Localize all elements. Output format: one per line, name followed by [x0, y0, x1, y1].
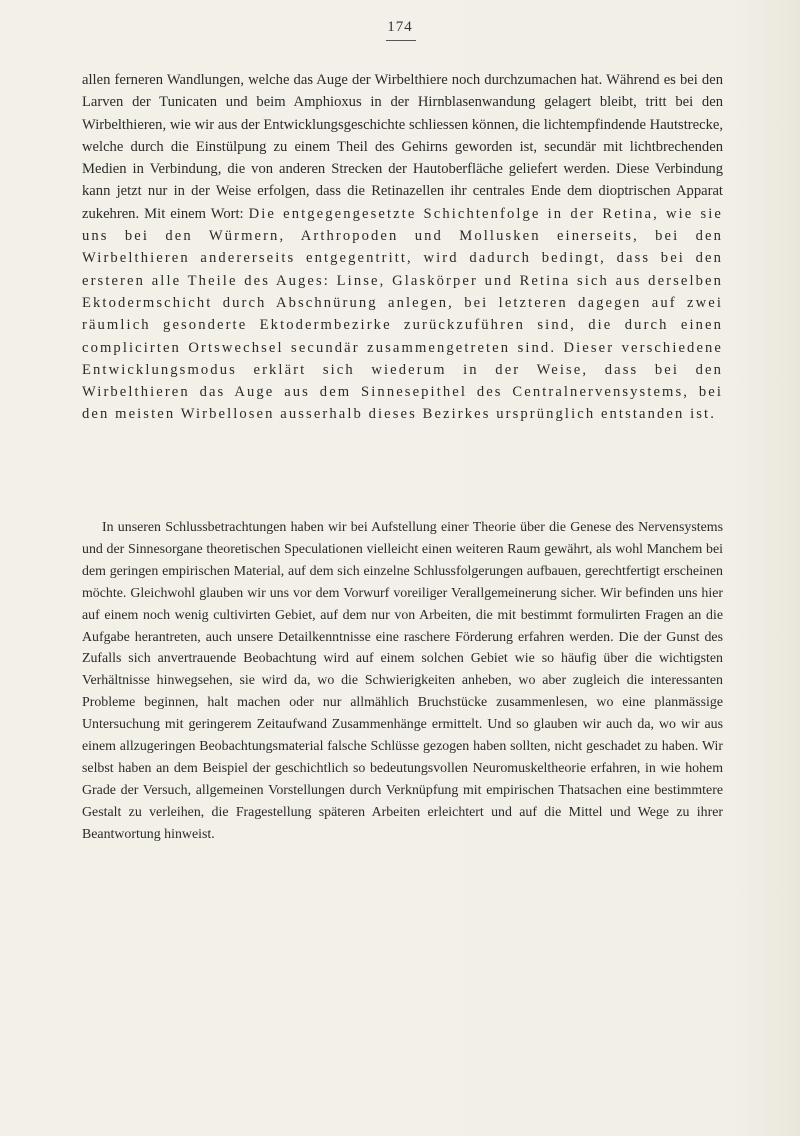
paragraph-1-text: allen ferneren Wandlungen, welche das Auge der Wirbelthiere noch durchzumachen hat. Während es bei den Larven der Tunicaten und beim Amphioxus in der Hirnblasenwandung gelagert bleibt, tritt bei den Wirbelthieren, wie wir aus der Entwicklungsgeschichte schliessen können, die lichtempfindende Hautstrecke, welche durch die Einstülpung zu einem Theil des Gehirns geworden ist, secundär mit lichtbrechenden Medien in Verbindung, die von anderen Strecken der Hautoberfläche geliefert werden. Diese Verbindung kann jetzt nur in der Weise erfolgen, dass die Retinazellen ihr centrales Ende dem dioptrischen Apparat zukehren. Mit einem Wort:: [82, 72, 723, 222]
paragraph-2-text: In unseren Schlussbetrachtungen haben wir bei Aufstellung einer Theorie über die Genese des Nervensystems und der Sinnesorgane theoretischen Speculationen vielleicht einen weiteren Raum gewährt, als wohl Manchem bei dem geringen empirischen Material, auf dem sich einzelne Schlussfolgerungen aufbauen, gerechtfertigt erscheinen möchte. Gleichwohl glauben wir uns vor dem Vorwurf voreiliger Verallgemeinerung sicher. Wir befinden uns hier auf einem noch wenig cultivirten Gebiet, auf dem nur von Arbeiten, die mit bestimmt formulirten Fragen an die Aufgabe herantreten, auch unsere Detailkenntnisse eine raschere Förderung erfahren werden. Die der Gunst des Zufalls sich anvertrauende Beobachtung wird auf einem solchen Gebiet wie so häufig über die wichtigsten Verhältnisse hinwegsehen, sie wird da, wo die Schwierigkeiten anheben, wo aber zugleich die interessanten Probleme beginnen, halt machen oder nur allmählich Bruchstücke zusammenlesen, wo eine planmässige Untersuchung mit geringerem Zeitaufwand Zusammenhänge ermittelt. Und so glauben wir auch da, wo wir aus einem allzugeringen Beobachtungsmaterial falsche Schlüsse gezogen haben sollten, nicht geschadet zu haben. Wir selbst haben an dem Beispiel der geschichtlich so bedeutungsvollen Neuromuskeltheorie erfahren, in wie hohem Grade der Versuch, allgemeinen Vorstellungen durch Verknüpfung mit empirischen Thatsachen eine bestimmtere Gestalt zu verleihen, die Fragestellung späteren Arbeiten erleichtert und auf die Mittel und Wege zu ihrer Beantwortung hinweist.: [82, 520, 723, 842]
paragraph-1-spaced-emphasis: Die entgegengesetzte Schichtenfolge in der Retina, wie sie uns bei den Würmern, Arthropoden und Mollusken einerseits, bei den Wirbelthieren andererseits entgegentritt, wird dadurch bedingt, dass bei den ersteren alle Theile des Auges: Linse, Glaskörper und Retina sich aus derselben Ektodermschicht durch Abschnürung anlegen, bei letzteren dagegen auf zwei räumlich gesonderte Ektodermbezirke zurückzuführen sind, die durch einen complicirten Ortswechsel secundär zusammengetreten sind. Dieser verschiedene Entwicklungsmodus erklärt sich wiederum in der Weise, dass bei den Wirbelthieren das Auge aus dem Sinnesepithel des Centralnervensystems, bei den meisten Wirbellosen ausserhalb dieses Bezirkes ursprünglich entstanden ist.: [82, 205, 723, 423]
page-number-underline: [386, 40, 416, 41]
paragraph-2: [82, 517, 723, 846]
paragraph-1: [82, 69, 723, 426]
page-number: 174: [387, 19, 413, 35]
